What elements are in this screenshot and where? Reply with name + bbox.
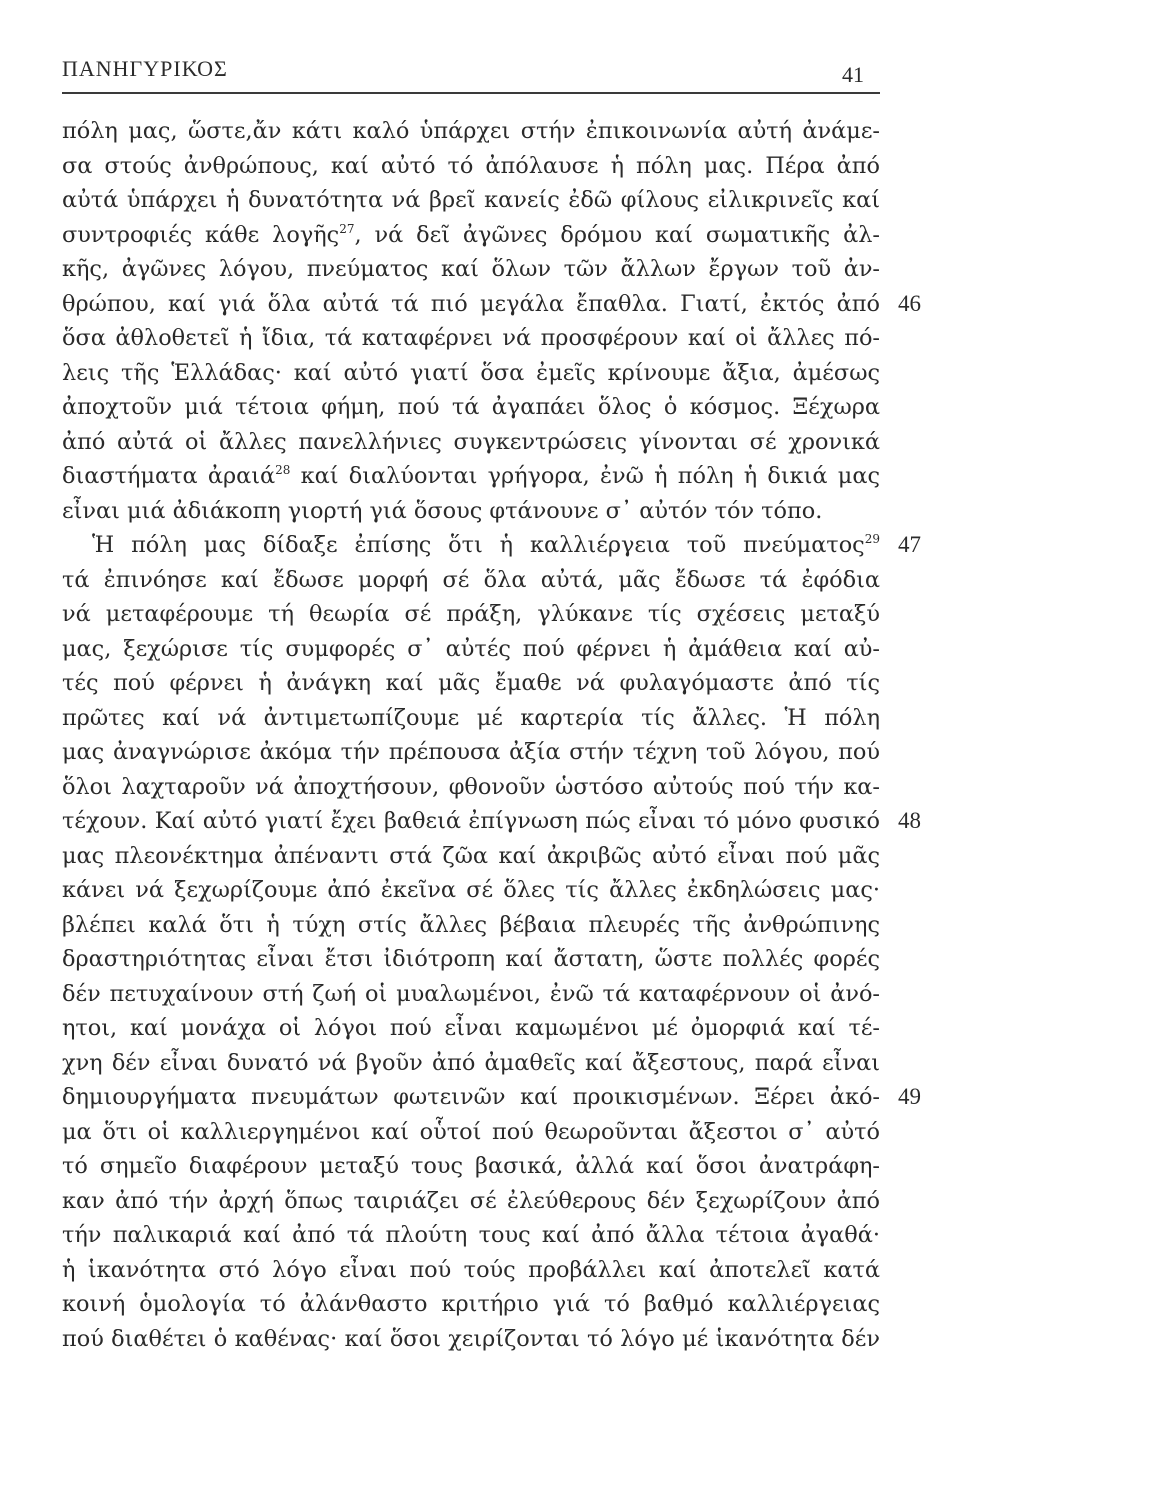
page-number: 41 (842, 62, 864, 87)
text-line: κάνει νά ξεχωρίζουμε ἀπό ἐκεῖνα σέ ὅλες τίς ἄλλες ἐκδηλώσεις μας· (62, 877, 880, 903)
footnote-marker: 29 (864, 532, 880, 546)
footnote-marker: 28 (275, 463, 291, 477)
margin-section-number: 49 (898, 1084, 921, 1109)
text-line: χνη δέν εἶναι δυνατό νά βγοῦν ἀπό ἀμαθεῖς καί ἄξεστους, παρά εἶναι (62, 1049, 880, 1076)
text-line: κοινή ὁμολογία τό ἀλάνθαστο κριτήριο γιά τό βαθμό καλλιέργειας (62, 1291, 880, 1317)
text-line: ἀπό αὐτά οἱ ἄλλες πανελλήνιες συγκεντρώσεις γίνονται σέ χρονικά (62, 428, 880, 455)
text-line: διαστήματα ἀραιά$^{28}$ καί διαλύονται γρήγορα, ἐνῶ ἡ πόλη ἡ δικιά μας (62, 463, 880, 489)
text-line: μας, ξεχώρισε τίς συμφορές σ᾿ αὐτές πού φέρνει ἡ ἀμάθεια καί αὐ- (62, 635, 880, 662)
text-line: αὐτά ὑπάρχει ἡ δυνατότητα νά βρεῖ κανείς ἐδῶ φίλους εἰλικρινεῖς καί (62, 187, 880, 213)
margin-section-number: 46 (898, 290, 921, 316)
text-line: τέχουν. Καί αὐτό γιατί ἔχει βαθειά ἐπίγνωση πώς εἶναι τό μόνο φυσικό (62, 808, 880, 834)
text-line: τά ἐπινόησε καί ἔδωσε μορφή σέ ὅλα αὐτά, μᾶς ἔδωσε τά ἐφόδια (62, 566, 880, 593)
text-line: Ἡ πόλη μας δίδαξε ἐπίσης ὅτι ἡ καλλιέργεια τοῦ πνεύματος$^{29}$ (92, 532, 880, 558)
text-line: δέν πετυχαίνουν στή ζωή οἱ μυαλωμένοι, ἐνῶ τά καταφέρνουν οἱ ἀνό- (62, 980, 880, 1007)
text-line: λεις τῆς Ἑλλάδας· καί αὐτό γιατί ὅσα ἐμεῖς κρίνουμε ἄξια, ἀμέσως (62, 359, 880, 386)
text-line: ἡ ἱκανότητα στό λόγο εἶναι πού τούς προβάλλει καί ἀποτελεῖ κατά (62, 1256, 880, 1283)
running-title: ΠΑΝΗΓΥΡΙΚΟΣ (62, 56, 228, 81)
text-line: μας ἀναγνώρισε ἀκόμα τήν πρέπουσα ἀξία στήν τέχνη τοῦ λόγου, πού (62, 739, 880, 765)
footnote-marker: 27 (339, 221, 355, 236)
text-line: εἶναι μιά ἀδιάκοπη γιορτή γιά ὅσους φτάνουνε σ᾿ αὐτόν τόν τόπο. (62, 497, 823, 524)
text-line: καν ἀπό τήν ἀρχή ὅπως ταιριάζει σέ ἐλεύθερους δέν ξεχωρίζουν ἀπό (62, 1187, 880, 1214)
text-line: κῆς, ἀγῶνες λόγου, πνεύματος καί ὅλων τῶν ἄλλων ἔργων τοῦ ἀν- (62, 256, 880, 282)
text-line: σα στούς ἀνθρώπους, καί αὐτό τό ἀπόλαυσε ἡ πόλη μας. Πέρα ἀπό (62, 152, 880, 179)
text-line: πού διαθέτει ὁ καθένας· καί ὅσοι χειρίζονται τό λόγο μέ ἱκανότητα δέν (62, 1325, 880, 1352)
text-line: ἀποχτοῦν μιά τέτοια φήμη, πού τά ἀγαπάει ὅλος ὁ κόσμος. Ξέχωρα (62, 394, 880, 420)
text-line: μας πλεονέκτημα ἀπέναντι στά ζῶα καί ἀκριβῶς αὐτό εἶναι πού μᾶς (62, 842, 880, 869)
margin-section-number: 48 (898, 808, 921, 833)
text-line: συντροφιές κάθε λογῆς$^{27}$, νά δεῖ ἀγῶνες δρόμου καί σωματικῆς ἀλ- (62, 221, 880, 248)
header-rule (62, 92, 880, 94)
text-line: πόλη μας, ὥστε,ἄν κάτι καλό ὑπάρχει στήν ἐπικοινωνία αὐτή ἀνάμε- (62, 118, 880, 144)
text-line: πρῶτες καί νά ἀντιμετωπίζουμε μέ καρτερία τίς ἄλλες. Ἡ πόλη (62, 704, 880, 731)
text-line: θρώπου, καί γιά ὅλα αὐτά τά πιό μεγάλα ἔπαθλα. Γιατί, ἐκτός ἀπό (62, 290, 880, 317)
text-line: δραστηριότητας εἶναι ἔτσι ἰδιότροπη καί ἄστατη, ὥστε πολλές φορές (62, 946, 880, 972)
text-line: τό σημεῖο διαφέρουν μεταξύ τους βασικά, ἀλλά καί ὅσοι ἀνατράφη- (62, 1153, 880, 1179)
text-line: νά μεταφέρουμε τή θεωρία σέ πράξη, γλύκανε τίς σχέσεις μεταξύ (62, 601, 880, 627)
text-line: τήν παλικαριά καί ἀπό τά πλούτη τους καί ἀπό ἄλλα τέτοια ἀγαθά· (62, 1222, 880, 1248)
text-line: βλέπει καλά ὅτι ἡ τύχη στίς ἄλλες βέβαια πλευρές τῆς ἀνθρώπινης (62, 911, 880, 938)
text-line: ὅσα ἀθλοθετεῖ ἡ ἴδια, τά καταφέρνει νά προσφέρουν καί οἱ ἄλλες πό- (62, 325, 880, 351)
text-line: μα ὅτι οἱ καλλιεργημένοι καί οὗτοί πού θεωροῦνται ἄξεστοι σ᾿ αὐτό (62, 1118, 880, 1145)
text-line: ητοι, καί μονάχα οἱ λόγοι πού εἶναι καμωμένοι μέ ὀμορφιά καί τέ- (62, 1015, 880, 1041)
text-line: ὅλοι λαχταροῦν νά ἀποχτήσουν, φθονοῦν ὡστόσο αὐτούς πού τήν κα- (62, 773, 880, 800)
text-line: τές πού φέρνει ἡ ἀνάγκη καί μᾶς ἔμαθε νά φυλαγόμαστε ἀπό τίς (62, 670, 880, 696)
text-line: δημιουργήματα πνευμάτων φωτεινῶν καί προικισμένων. Ξέρει ἀκό- (62, 1084, 880, 1110)
margin-section-number: 47 (898, 532, 921, 557)
